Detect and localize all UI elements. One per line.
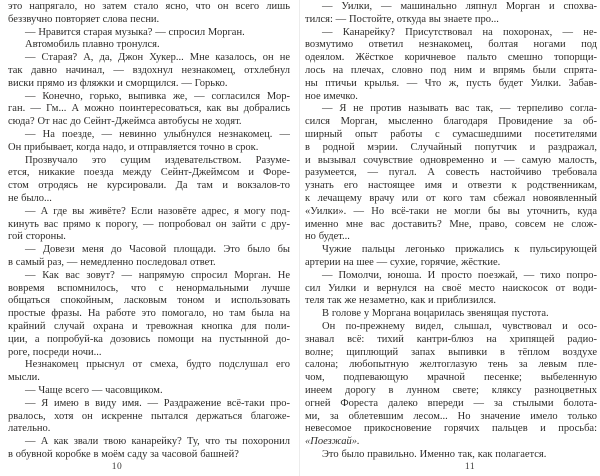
text-line: ширный опыт работы с сумасшедшими посетителями	[305, 128, 597, 140]
page-right-text	[305, 1, 597, 462]
page-right-number: 11	[464, 462, 476, 472]
text-line: — Помолчи, юноша. И просто поезжай, — тихо попро-	[322, 269, 597, 281]
text-line: Незнакомец прыснул от смеха, будто подслушал его	[25, 359, 290, 371]
text-line: — Довези меня до Часовой площади. Это было бы	[25, 244, 290, 256]
text-line: чом, подпевающую мрачной песенке; выбеленную	[305, 372, 597, 384]
page-left-number: 10	[111, 462, 123, 472]
text-line: Он прибывает, когда надо, и отправляется точно в срок.	[8, 141, 259, 153]
text-line: общаться спокойным, ласковым тоном и использовать	[8, 295, 290, 307]
text-line: — Канарейку? Присутствовал на похоронах, — не-	[322, 26, 597, 38]
text-line: вовремя вспомнилось, что с ненормальными лучше	[8, 282, 290, 294]
text-line: — Старая? А, да, Джон Хукер... Мне казалось, он не	[25, 52, 290, 64]
text-line: ган. — Гм... А можно поинтересоваться, как вы добрались	[8, 103, 290, 115]
page-left-text	[8, 1, 290, 462]
text-line: салона; любопытную желтоглазую тень за левым пле-	[305, 359, 597, 371]
text-line: сил Уилки и вернулся на своё место наискосок от води-	[305, 282, 597, 294]
text-line: — А как звали твою канарейку? Ту, что ты похоронил	[25, 436, 290, 448]
text-line: — Уилки, — машинально ляпнул Морган и спохва-	[322, 1, 597, 12]
text-line: ми, за облетевшим лесом... Но значение имело только	[305, 410, 597, 422]
text-line: Чужие пальцы легонько прижались к пульсирующей	[322, 244, 597, 256]
text-line: в родной мэрии. Случайный попутчик и раздражал,	[305, 141, 597, 153]
text-line: сился Морган, мысленно благодаря Провидение за об-	[305, 116, 597, 128]
text-line: в обувной коробке в моём саду за часовой башней?	[8, 448, 239, 460]
text-line: мысли.	[8, 372, 40, 384]
text-line: знавал всё: тихий кантри-блюз на хрипящей радио-	[305, 333, 597, 345]
page-divider	[299, 0, 300, 476]
text-line: ны птичьи крылья. — Что ж, пусть будет Уилки. Забав-	[305, 77, 597, 89]
text-line: инеем дорогу в лунном свете; кляксу разноцветных	[305, 384, 597, 396]
text-line: рвалось, хотя он искренне пытался держаться благоже-	[8, 410, 290, 422]
text-line: артерии на шее — сухие, горячие, жёсткие.	[305, 256, 501, 268]
text-line: — Нравится старая музыка? — спросил Морган.	[25, 26, 245, 38]
text-line: «Уилки». — Но всё-таки не могли бы вы уточнить, куда	[305, 205, 597, 217]
text-line: — Как вас зовут? — напрямую спросил Морган. Не	[25, 269, 290, 281]
text-line: но будет...	[305, 231, 350, 243]
text-line: стом отродясь не курсировали. Да там и вокзалов-то	[8, 180, 290, 192]
text-line: гой стороны.	[8, 231, 66, 243]
text-line: крайний случай охрана и тревожная кнопка для поли-	[8, 320, 290, 332]
text-line: В голове у Моргана воцарилась звенящая пустота.	[322, 308, 549, 320]
text-line: ное имечко.	[305, 90, 358, 102]
text-line: — Я имею в виду имя. — Раздражение всё-таки про-	[25, 397, 290, 409]
text-line: беззвучно повторяет слова песни.	[8, 13, 160, 25]
text-line: виски прямо из фляжки и сморщился. — Горько.	[8, 77, 228, 89]
text-line: «Поезжай».	[305, 436, 360, 448]
text-line: Это было правильно. Именно так, как полагается.	[322, 448, 547, 460]
text-line: — Я не против называть вас так, — терпеливо согла-	[322, 103, 597, 115]
text-line: — А где вы живёте? Если назовёте адрес, я могу под-	[25, 205, 290, 217]
text-line: одеялом. Жёсткое коричневое пальто смешно топорщи-	[305, 52, 597, 64]
text-line: кинуть вас прямо к порогу, — попробовал он зайти с дру-	[8, 218, 290, 230]
text-line: возмутимо ответил незнакомец, болтая ногами под	[305, 39, 597, 51]
text-line: в самый раз, — немедленно последовал ответ.	[8, 256, 216, 268]
text-line: узнать его настоящее имя и отвезти к родственникам,	[305, 180, 597, 192]
text-line: к лечащему врачу или от кого там сбежал новоявленный	[305, 192, 597, 204]
text-line: именно мне вас доставить? Мне, право, совсем не слож-	[305, 218, 597, 230]
text-line: так давно начинал, — вздохнул незнакомец, отхлебнул	[8, 64, 290, 76]
text-line: ется, никакие поезда между Сейнт-Джеймсом и Форе-	[8, 167, 290, 179]
text-line: Он по-прежнему видел, слышал, чувствовал и осо-	[322, 320, 597, 332]
text-line: разумеется, — пугал. А совесть настойчиво требовала	[305, 167, 597, 179]
text-line: волне; щиплющий запах выпивки в тёплом воздухе	[305, 346, 597, 358]
text-line: — Чаще всего — часовщиком.	[25, 384, 163, 396]
text-line: — На поезде, — невинно улыбнулся незнакомец. —	[25, 128, 290, 140]
text-line: и вызывал сочувствие одновременно и — самую малость,	[305, 154, 597, 166]
text-line: тился: — Постойте, откуда вы знаете про...	[305, 13, 499, 25]
text-line: лательно.	[8, 423, 51, 435]
text-line: не было...	[8, 192, 52, 204]
text-line: это напрягало, но затем стало ясно, что он всего лишь	[8, 1, 290, 12]
text-line: теля так же незаметно, как и приблизился.	[305, 295, 496, 307]
text-line: простые фразы. На работе это помогало, но там была на	[8, 308, 290, 320]
text-line: — Конечно, горько, выпивка же, — согласился Мор-	[25, 90, 290, 102]
text-line: сюда? От нас до Сейнт-Джеймса автобусы не ходят.	[8, 116, 242, 128]
text-line: невесомое прикосновение горячих пальцев и просьба:	[305, 423, 597, 435]
text-line: лось на плечах, словно под ним и впрямь были спрята-	[305, 64, 597, 76]
text-line: Автомобиль плавно тронулся.	[25, 39, 160, 51]
text-line: ции, а попробуй-ка дозовись помощи на пустынной до-	[8, 333, 290, 345]
text-line: Прозвучало это сущим издевательством. Разуме-	[25, 154, 290, 166]
text-line: роге, посреди ночи...	[8, 346, 102, 358]
text-line: огней Фореста далеко впереди — за стылыми болота-	[305, 397, 597, 409]
